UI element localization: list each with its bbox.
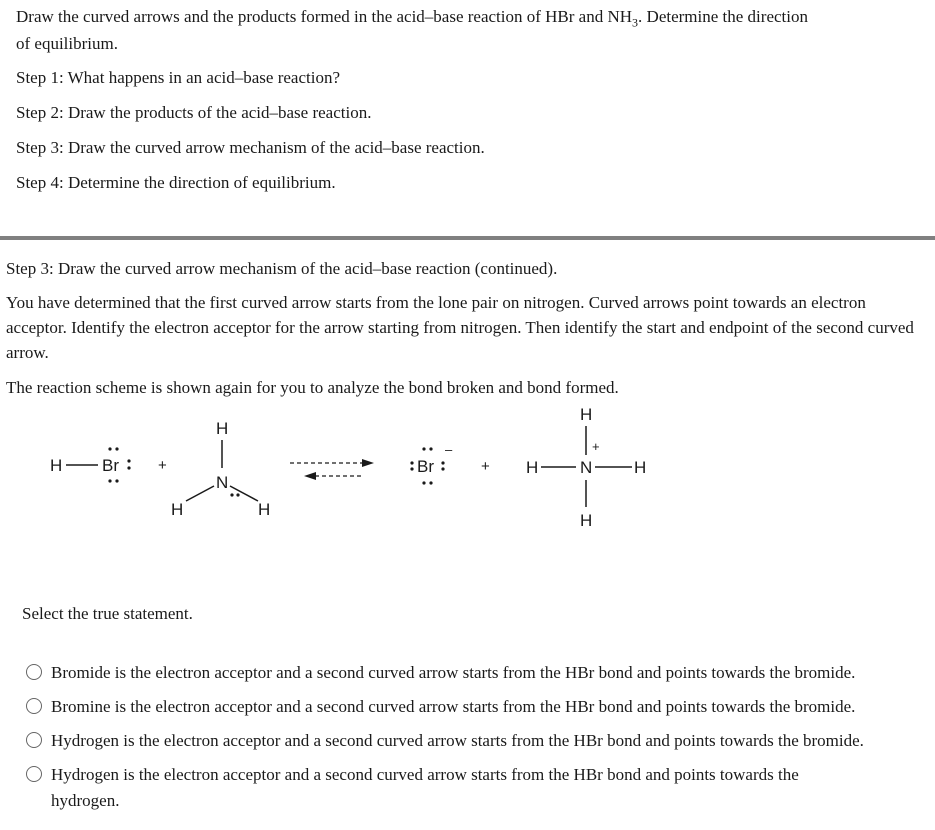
section-body: You have determined that the first curved arrow starts from the lone pair on nitrogen. Curved arrows point towards an electron acceptor. Identify the electron acceptor for the arrow starting from nitrogen. Then identify the start and endpoint of the second curved arrow.	[6, 293, 914, 362]
answer-option-label: Hydrogen is the electron acceptor and a second curved arrow starts from the HBr bond and points towards the hydrogen.	[51, 765, 799, 810]
radio-button[interactable]	[26, 732, 42, 748]
nh3-nitrogen: N	[216, 473, 229, 492]
section-divider	[0, 236, 935, 240]
hbr-hydrogen: H	[50, 456, 63, 475]
answer-option-label: Hydrogen is the electron acceptor and a second curved arrow starts from the HBr bond and points towards the bromide.	[51, 731, 864, 750]
nh3-left-hydrogen: H	[171, 500, 184, 519]
answer-option-3[interactable]	[26, 728, 926, 754]
question-intro-line2: of equilibrium.	[16, 34, 118, 53]
question-intro	[16, 6, 808, 33]
scheme-intro: The reaction scheme is shown again for you to analyze the bond broken and bond formed.	[6, 378, 619, 397]
plus-sign-right: +	[481, 458, 490, 475]
ammonium-charge: +	[592, 439, 600, 454]
nh3-bond-left	[186, 486, 214, 501]
answer-options	[26, 660, 926, 822]
question-intro-subscript: 3	[632, 15, 639, 30]
step-4: Step 4: Determine the direction of equilibrium.	[16, 173, 336, 192]
ammonium-left-hydrogen: H	[526, 458, 539, 477]
bromide-ion: Br	[417, 457, 434, 476]
question-intro-text-b: . Determine the direction	[638, 7, 808, 26]
radio-button[interactable]	[26, 766, 42, 782]
answer-option-4[interactable]	[26, 762, 926, 814]
answer-option-1[interactable]	[26, 660, 926, 686]
radio-button[interactable]	[26, 698, 42, 714]
reaction-scheme	[40, 400, 660, 535]
answer-option-2[interactable]	[26, 694, 926, 720]
hbr-bromine: Br	[102, 456, 119, 475]
answer-option-label: Bromine is the electron acceptor and a second curved arrow starts from the HBr bond and points towards the bromide.	[51, 697, 856, 716]
question-intro-text-a: Draw the curved arrows and the products formed in the acid–base reaction of HBr and NH	[16, 7, 633, 26]
section-title: Step 3: Draw the curved arrow mechanism of the acid–base reaction (continued).	[6, 259, 558, 278]
step-2: Step 2: Draw the products of the acid–base reaction.	[16, 103, 372, 122]
step-1: Step 1: What happens in an acid–base reaction?	[16, 68, 340, 87]
bromide-charge: –	[445, 442, 453, 457]
answer-option-label: Bromide is the electron acceptor and a second curved arrow starts from the HBr bond and points towards the bromide.	[51, 663, 856, 682]
radio-button[interactable]	[26, 664, 42, 680]
equilibrium-arrows	[290, 459, 374, 480]
nh3-top-hydrogen: H	[216, 419, 229, 438]
nh3-bond-right	[230, 486, 258, 501]
ammonium-top-hydrogen: H	[580, 405, 593, 424]
plus-sign-left: +	[158, 457, 167, 474]
select-prompt: Select the true statement.	[22, 604, 193, 623]
ammonium-nitrogen: N	[580, 458, 593, 477]
ammonium-bottom-hydrogen: H	[580, 511, 593, 530]
ammonium-right-hydrogen: H	[634, 458, 647, 477]
nh3-right-hydrogen: H	[258, 500, 271, 519]
step-3: Step 3: Draw the curved arrow mechanism of the acid–base reaction.	[16, 138, 485, 157]
nh3-lone-pair	[230, 493, 239, 496]
